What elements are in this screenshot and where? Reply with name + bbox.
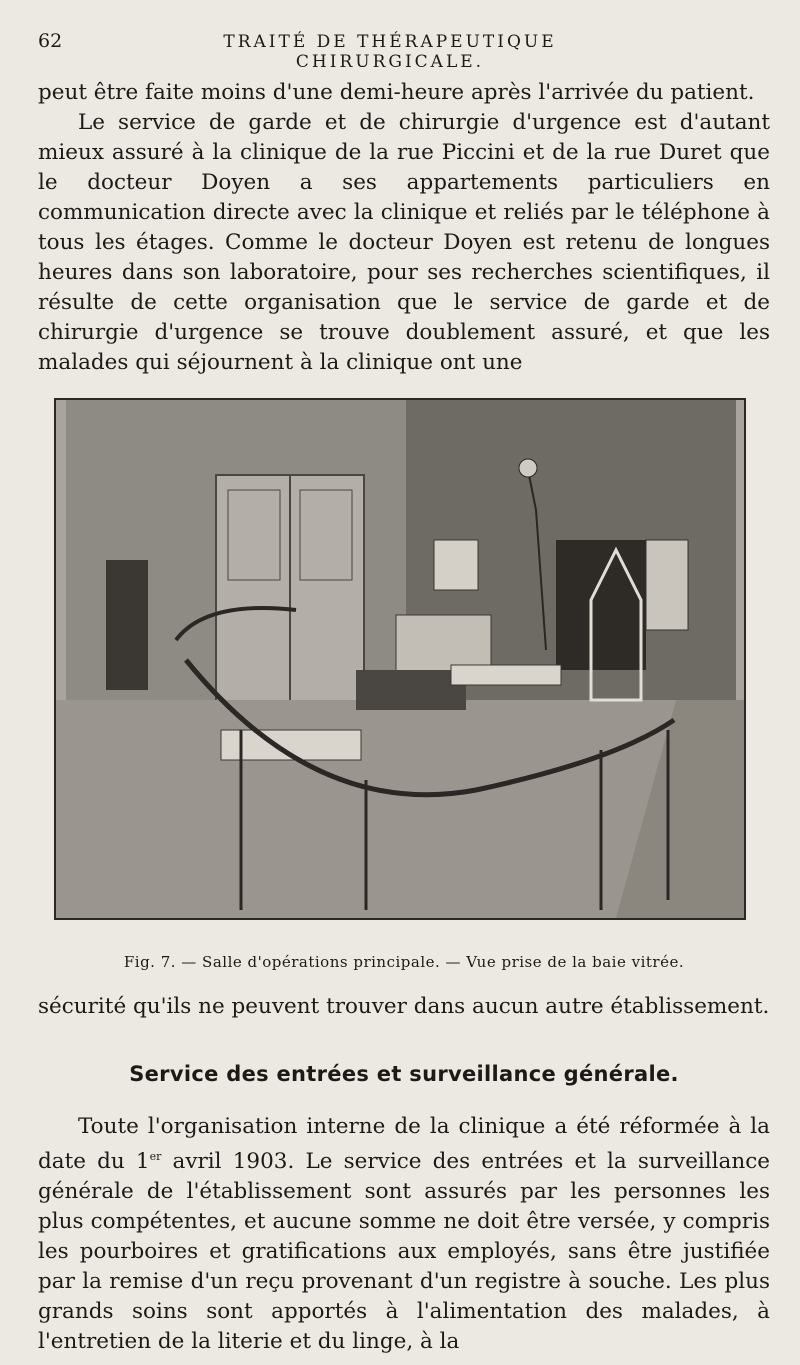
operating-room-photo	[54, 398, 746, 920]
running-title: TRAITÉ DE THÉRAPEUTIQUE CHIRURGICALE.	[223, 32, 557, 72]
paragraph-4	[38, 1112, 770, 1357]
page-number: 62	[38, 30, 63, 52]
paragraph-3-text: sécurité qu'ils ne peuvent trouver dans aucun autre établissement.	[38, 994, 770, 1019]
paragraph-1-text: peut être faite moins d'une demi-heure après l'arrivée du patient.	[38, 80, 755, 105]
paragraph-1	[38, 78, 770, 378]
superscript-er: er	[149, 1150, 162, 1163]
paragraph-4-text-b: avril 1903. Le service des entrées et la surveillance générale de l'établissement sont assurés par les personnes les plus compétentes, et aucune somme ne doit être versée, y compris les pourboires et gratifications aux employés, sans être justifiée par la remise d'un reçu provenant d'un registre à souche. Les plus grands soins sont apportés à l'alimentation des malades, à l'entretien de la literie et du linge, à la	[38, 1149, 770, 1355]
section-heading: Service des entrées et surveillance générale.	[129, 1062, 679, 1086]
paragraph-2-text: Le service de garde et de chirurgie d'urgence est d'autant mieux assuré à la clinique de la rue Piccini et de la rue Duret que le docteur Doyen a ses appartements particuliers en communication directe avec la clinique et reliés par le téléphone à tous les étages. Comme le docteur Doyen est retenu de longues heures dans son laboratoire, pour ses recherches scientifiques, il résulte de cette organisation que le service de garde et de chirurgie d'urgence se trouve doublement assuré, et que les malades qui séjournent à la clinique ont une	[38, 110, 770, 375]
paragraph-3	[38, 992, 770, 1022]
figure-caption: Fig. 7. — Salle d'opérations principale. — Vue prise de la baie vitrée.	[123, 953, 685, 971]
paragraph-4-text-a: Toute l'organisation interne de la clinique a été réformée à la date du 1	[38, 1114, 770, 1175]
page-header	[38, 30, 762, 72]
